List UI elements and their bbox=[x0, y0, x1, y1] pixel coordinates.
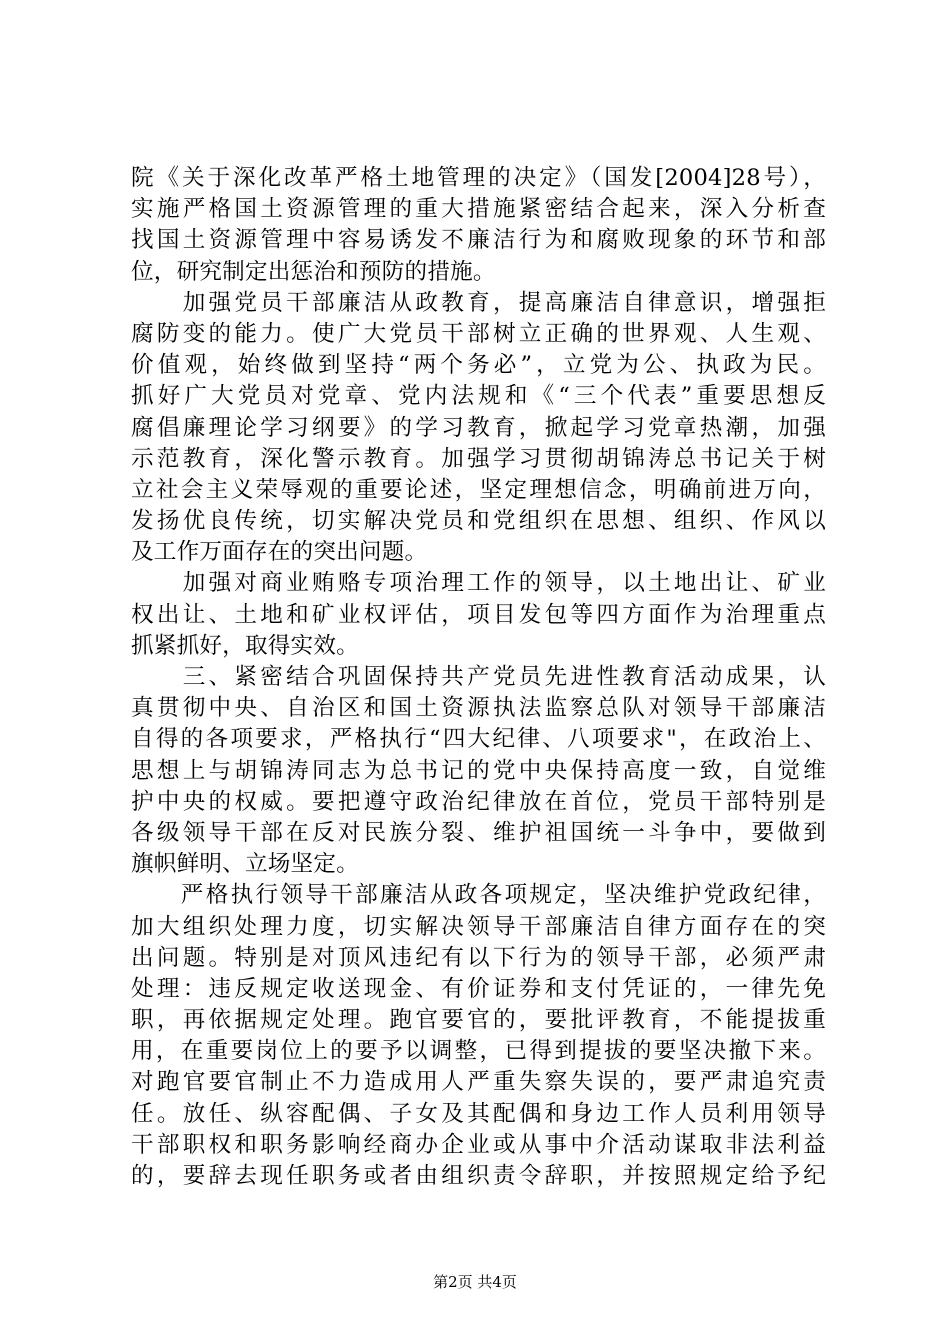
text-line: 腐倡廉理论学习纲要》的学习教育，掀起学习党章热潮，加强 bbox=[131, 414, 826, 441]
text-line: 位，研究制定出惩治和预防的措施。 bbox=[131, 258, 496, 285]
text-line: 立社会主义荣辱观的重要论述，坚定理想信念，明确前进万向， bbox=[131, 476, 826, 503]
text-line: 严格执行领导干部廉洁从政各项规定，坚决维护党政纪律， bbox=[131, 882, 826, 909]
text-line: 对跑官要官制止不力造成用人严重失察失误的，要严肃追究责 bbox=[131, 1069, 826, 1096]
text-line: 任。放任、纵容配偶、子女及其配偶和身边工作人员利用领导 bbox=[131, 1100, 826, 1127]
text-line: 院《关于深化改革严格土地管理的决定》（国发[2004]28号）， bbox=[131, 165, 826, 191]
text-line: 抓紧抓好，取得实效。 bbox=[131, 632, 359, 659]
document-body bbox=[131, 163, 826, 1192]
text-line: 护中央的权威。要把遵守政治纪律放在首位，党员干部特别是 bbox=[131, 788, 826, 815]
text-line: 发扬优良传统，切实解决党员和党组织在思想、组织、作风以 bbox=[131, 508, 826, 535]
text-line: 加大组织处理力度，切实解决领导干部廉洁自律方面存在的突 bbox=[131, 913, 826, 940]
text-line: 抓好广大党员对党章、党内法规和《“三个代表”重要思想反 bbox=[131, 383, 826, 410]
text-line: 腐防变的能力。使广大党员干部树立正确的世界观、人生观、 bbox=[131, 320, 826, 347]
text-line: 思想上与胡锦涛同志为总书记的党中央保持高度一致，自觉维 bbox=[131, 757, 826, 784]
text-line: 出问题。特别是对顶风违纪有以下行为的领导干部，必须严肃 bbox=[131, 944, 826, 971]
text-line: 的，要辞去现任职务或者由组织责令辞职，并按照规定给予纪 bbox=[131, 1163, 826, 1189]
text-line: 各级领导干部在反对民族分裂、维护祖国统一斗争中，要做到 bbox=[131, 819, 826, 846]
text-line: 自得的各项要求，严格执行“四大纪律、八项要求"，在政治上、 bbox=[131, 726, 826, 753]
text-line: 用，在重要岗位上的要予以调整，已得到提拔的要坚决撤下来。 bbox=[131, 1038, 826, 1065]
page-footer: 第2页 共4页 bbox=[433, 1273, 517, 1291]
text-line: 加强党员干部廉洁从政教育，提高廉洁自律意识，增强拒 bbox=[131, 289, 826, 316]
text-line: 权出让、土地和矿业权评估，项目发包等四方面作为治理重点 bbox=[131, 601, 826, 628]
text-line: 三、紧密结合巩固保持共产党员先进性教育活动成果，认 bbox=[131, 664, 826, 690]
text-line: 处理：违反规定收送现金、有价证券和支付凭证的，一律先免 bbox=[131, 975, 826, 1002]
text-line: 旗帜鲜明、立场坚定。 bbox=[131, 851, 359, 878]
text-line: 找国土资源管理中容易诱发不廉洁行为和腐败现象的环节和部 bbox=[131, 227, 826, 254]
text-line: 示范教育，深化警示教育。加强学习贯彻胡锦涛总书记关于树 bbox=[131, 445, 826, 472]
text-line: 价值观，始终做到坚持“两个务必”，立党为公、执政为民。 bbox=[131, 352, 826, 379]
text-line: 及工作万面存在的突出问题。 bbox=[131, 539, 428, 566]
text-line: 真贯彻中央、自治区和国土资源执法监察总队对领导干部廉洁 bbox=[131, 695, 826, 722]
text-line: 职，再依据规定处理。跑官要官的，要批评教育，不能提拔重 bbox=[131, 1007, 826, 1034]
text-line: 加强对商业贿赂专项治理工作的领导，以土地出让、矿业 bbox=[131, 570, 826, 597]
text-line: 干部职权和职务影响经商办企业或从事中介活动谋取非法利益 bbox=[131, 1131, 826, 1158]
text-line: 实施严格国土资源管理的重大措施紧密结合起来，深入分析查 bbox=[131, 196, 826, 223]
